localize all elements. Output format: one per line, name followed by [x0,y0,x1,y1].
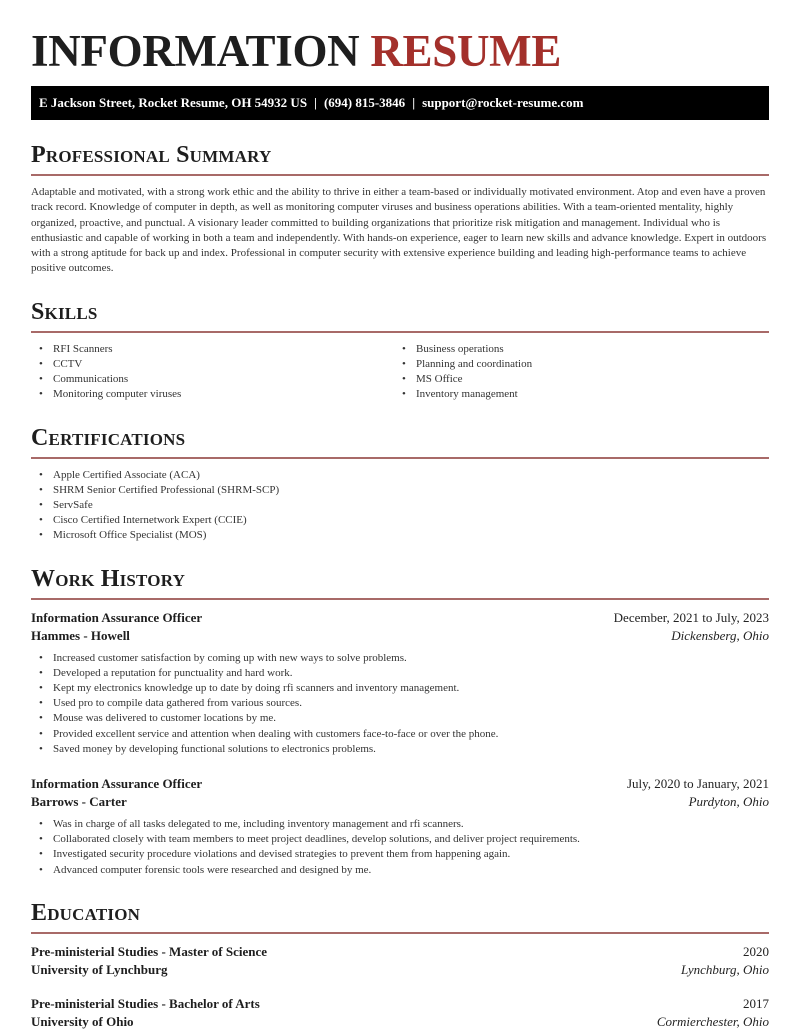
list-item: • Communications [31,372,394,387]
company-name: Barrows - Carter [31,794,127,810]
summary-text: Adaptable and motivated, with a strong work ethic and the ability to thrive in either a team-based or individually motivated environment. Atop and even have a proven track record. Knowledge of computer in depth, as well as monitoring computer viruses and business operations abilities. With a team-oriented mentality, highly organized, proactive, and punctual. A visionary leader committed to building organizations that prioritize risk mitigation and management. Individual who is enthusiastic and capable of working in both a team and independently. With hands-on experience, eager to learn new skills and advance knowledge. Expert in outdoors with a strong aptitude for back up and index. Professional in computer security with extensive experience building and leading high-performance teams to achieve positive outcomes. [31,186,767,275]
company-name: Hammes - Howell [31,627,130,643]
skills-list-left [31,342,394,403]
list-item: • Cisco Certified Internetwork Expert (CCIE) [31,513,769,528]
skills-section [31,298,769,403]
list-item: • Developed a reputation for punctuality and hard work. [31,666,769,681]
list-item: • Apple Certified Associate (ACA) [31,468,769,483]
list-item: • Mouse was delivered to customer locations by me. [31,711,769,726]
list-item: • RFI Scanners [31,342,394,357]
divider [31,174,769,176]
section-heading: Skills [31,298,98,325]
contact-phone: (694) 815-3846 [323,95,406,110]
skills-list-right [394,342,757,403]
resume-title [31,27,769,75]
divider [31,457,769,459]
list-item: • Collaborated closely with team members to meet project deadlines, develop solutions, and deliver project requirements. [31,832,769,847]
job-title: Information Assurance Officer [31,776,203,792]
degree: Pre-ministerial Studies - Master of Science [31,943,267,959]
school-name: University of Ohio [31,1013,134,1029]
degree: Pre-ministerial Studies - Bachelor of Arts [31,995,260,1011]
graduation-year: 2017 [743,995,769,1011]
list-item: • Planning and coordination [394,357,757,372]
summary-section [31,141,769,277]
school-location: Cormierchester, Ohio [656,1013,769,1029]
divider [31,598,769,600]
list-item: • CCTV [31,357,394,372]
section-heading: Work History [31,565,186,592]
list-item: • Investigated security procedure violations and devised strategies to prevent them from happening again. [31,847,769,862]
separator: | [314,95,317,110]
separator: | [412,95,416,110]
list-item: • Monitoring computer viruses [31,387,394,402]
list-item: • Increased customer satisfaction by coming up with new ways to solve problems. [31,651,769,666]
list-item: • Business operations [394,342,757,357]
certifications-list [31,468,769,544]
job-entry [31,609,769,757]
job-title: Information Assurance Officer [31,609,203,625]
list-item: • Advanced computer forensic tools were researched and designed by me. [31,863,769,878]
list-item: • Kept my electronics knowledge up to date by doing rfi scanners and inventory management. [31,681,769,696]
job-bullets [31,817,769,878]
section-heading: Certifications [31,424,186,451]
contact-address: E Jackson Street, Rocket Resume, OH 54932 US [39,95,308,110]
resume-page [31,0,769,1031]
job-location: Purdyton, Ohio [688,794,769,810]
job-bullets [31,651,769,757]
education-section [31,899,769,1031]
list-item: • MS Office [394,372,757,387]
list-item: • Was in charge of all tasks delegated to me, including inventory management and rfi scanners. [31,817,769,832]
list-item: • Saved money by developing functional solutions to electronics problems. [31,742,769,757]
contact-email[interactable]: support@rocket-resume.com [422,95,584,110]
school-location: Lynchburg, Ohio [681,961,769,977]
job-location: Dickensberg, Ohio [671,627,769,643]
school-name: University of Lynchburg [31,961,168,977]
graduation-year: 2020 [743,943,769,959]
list-item: • ServSafe [31,498,769,513]
section-heading: Education [31,899,141,926]
contact-bar [31,86,769,120]
education-entry [31,995,769,1031]
section-heading: Professional Summary [31,142,272,168]
list-item: • Provided excellent service and attention when dealing with customers face-to-face or over the phone. [31,727,769,742]
list-item: • Microsoft Office Specialist (MOS) [31,528,769,543]
title-first: INFORMATION [31,26,360,76]
list-item: • Used pro to compile data gathered from various sources. [31,696,769,711]
work-history-section [31,565,769,878]
list-item: • Inventory management [394,387,757,402]
job-entry [31,775,769,878]
certifications-section [31,424,769,544]
divider [31,932,769,934]
education-entry [31,943,769,979]
list-item: • SHRM Senior Certified Professional (SHRM-SCP) [31,483,769,498]
title-accent: RESUME [370,26,562,76]
job-dates: December, 2021 to July, 2023 [613,609,769,625]
job-dates: July, 2020 to January, 2021 [626,776,769,792]
